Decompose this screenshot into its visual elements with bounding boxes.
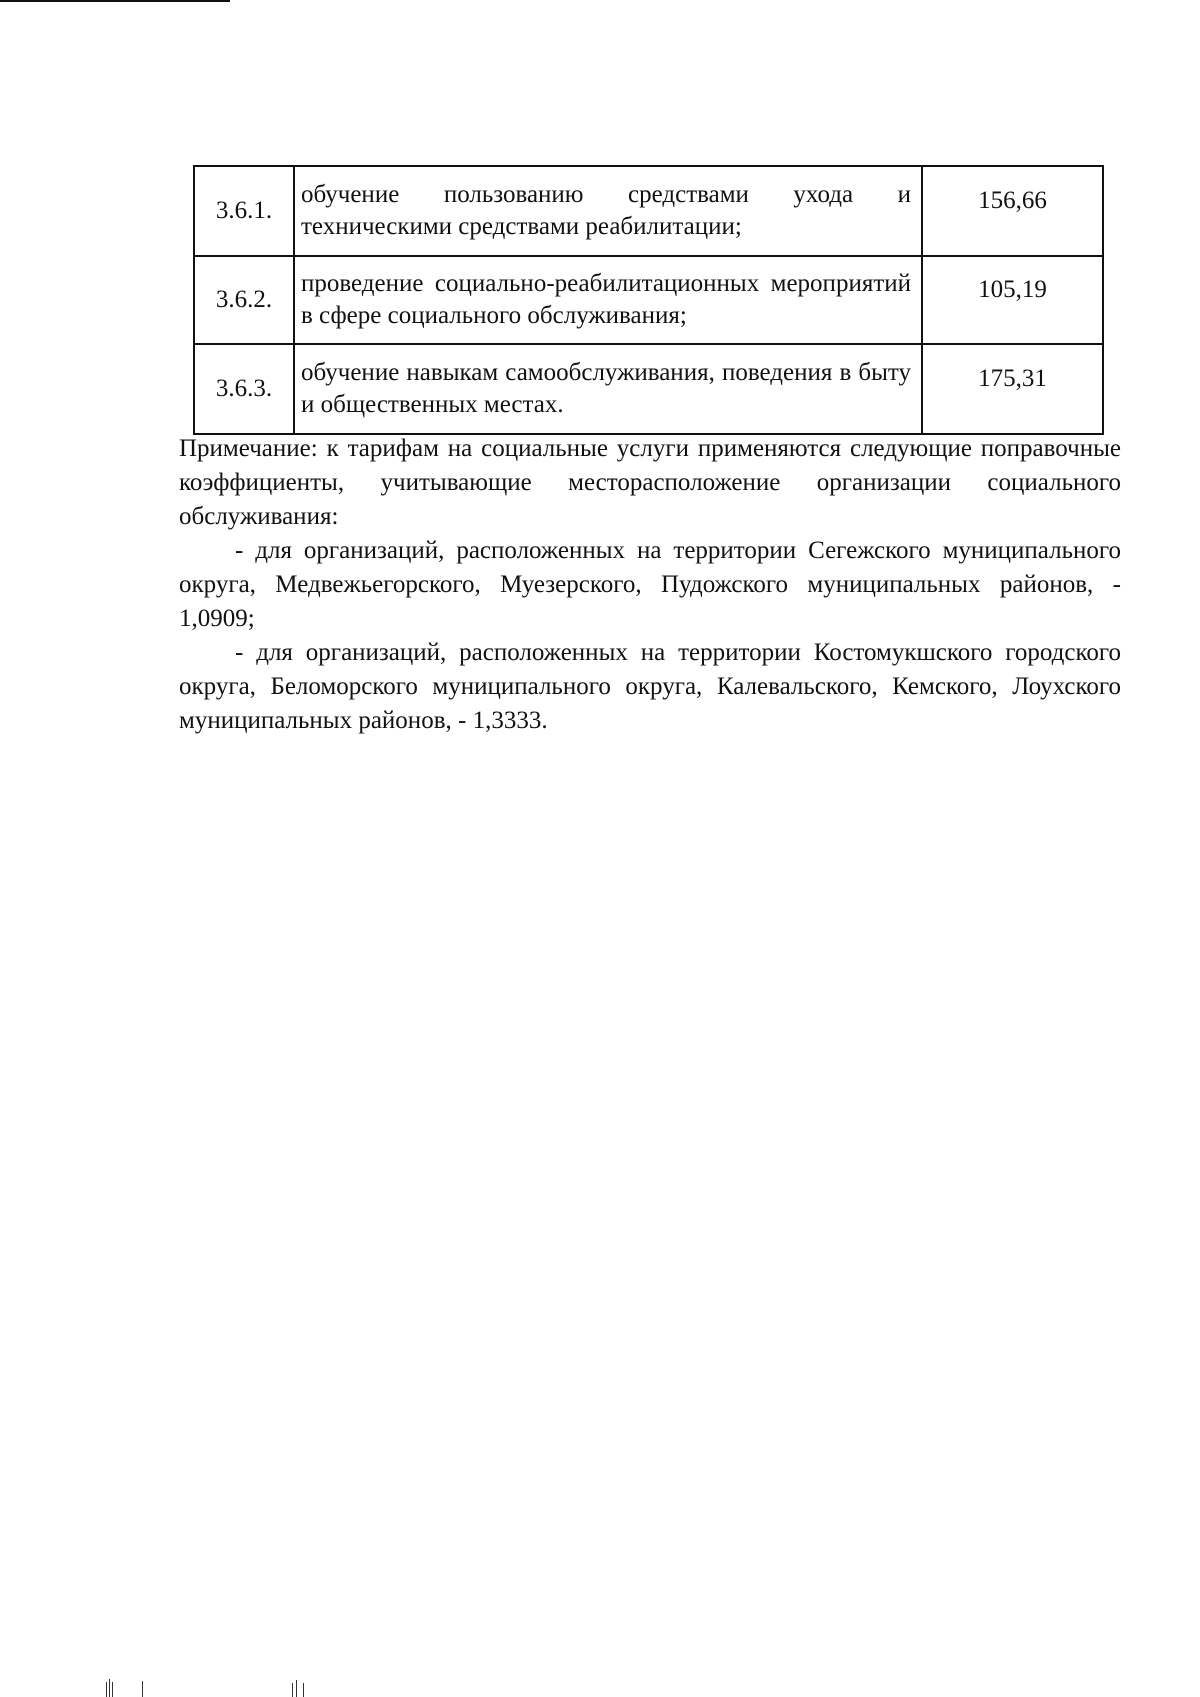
service-price: 156,66 [978,187,1047,214]
top-rule [0,0,230,2]
service-price-cell [922,166,1103,256]
service-number: 3.6.2. [215,286,273,313]
service-description-cell [294,344,922,434]
service-number-cell [194,344,294,434]
service-number-cell [194,166,294,256]
note-item-coefficient-2: - для организаций, расположенных на территории Костомукшского городского округа, Беломорского муниципального округа, Калевальского, Кемского, Лоухского муниципальных районов, - 1,3333. [179,639,1121,734]
scan-marks [100,1676,320,1697]
tariff-table [193,165,1104,435]
service-price: 175,31 [978,365,1047,392]
service-description-cell [294,166,922,256]
note-intro: Примечание: к тарифам на социальные услуги применяются следующие поправочные коэффициенты, учитывающие месторасположение организации социального обслуживания: [179,435,1121,530]
table-row [194,344,1103,434]
table-row [194,256,1103,344]
table-row [194,166,1103,256]
service-description-cell [294,256,922,344]
service-description: обучение пользованию средствами ухода и техническими средствами реабилитации; [301,181,911,240]
service-price: 105,19 [978,276,1047,303]
service-price-cell [922,256,1103,344]
tariff-note [179,432,1121,738]
service-price-cell [922,344,1103,434]
service-number: 3.6.1. [215,197,273,224]
service-description: проведение социально-реабилитационных мероприятий в сфере социального обслуживания; [301,270,911,329]
service-description: обучение навыкам самообслуживания, поведения в быту и общественных местах. [301,359,911,418]
service-number-cell [194,256,294,344]
service-number: 3.6.3. [215,375,273,402]
note-item-coefficient-1: - для организаций, расположенных на территории Сегежского муниципального округа, Медвежьегорского, Муезерского, Пудожского муниципальных районов, - 1,0909; [179,537,1121,632]
